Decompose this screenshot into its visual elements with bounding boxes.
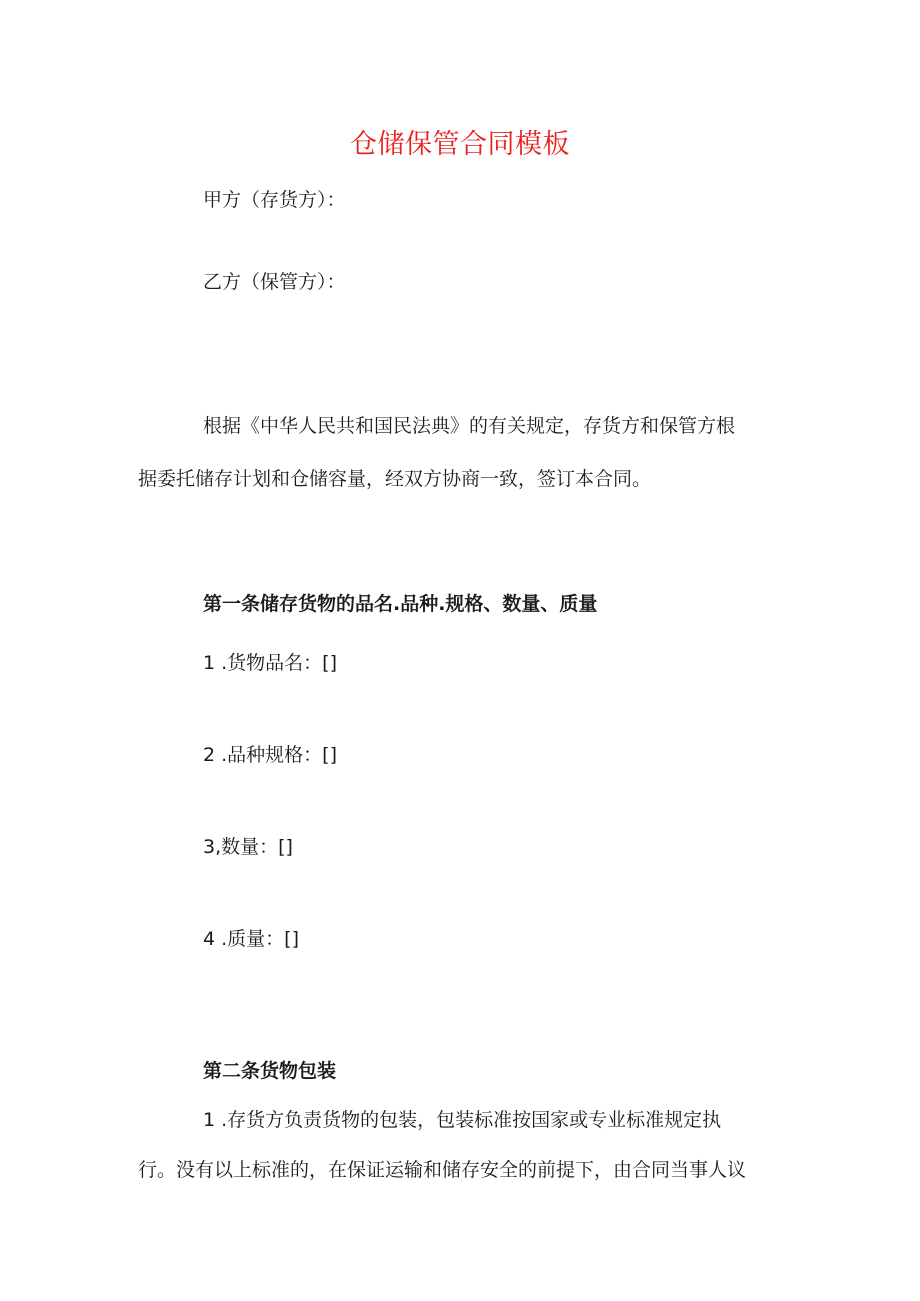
article-1-item: 1 .货物品名：[] [203, 652, 337, 674]
article-2-heading: 第二条货物包装 [203, 1060, 337, 1082]
article-1-item: 4 .质量：[] [203, 928, 299, 950]
article-1-heading: 第一条储存货物的品名.品种.规格、数量、质量 [203, 593, 598, 615]
article-1-item: 3,数量：[] [203, 836, 293, 858]
party-a-label: 甲方（存货方）： [203, 189, 346, 211]
document-title: 仓储保管合同模板 [350, 129, 570, 160]
article-1-item: 2 .品种规格：[] [203, 744, 337, 766]
article-2-paragraph-line-2: 行。没有以上标准的，在保证运输和储存安全的前提下，由合同当事人议 [138, 1159, 747, 1181]
intro-paragraph-line-2: 据委托储存计划和仓储容量，经双方协商一致，签订本合同。 [138, 468, 652, 490]
party-b-label: 乙方（保管方）： [203, 271, 346, 293]
intro-paragraph-line-1: 根据《中华人民共和国民法典》的有关规定，存货方和保管方根 [203, 415, 736, 437]
article-2-paragraph-line-1: 1 .存货方负责货物的包装，包装标准按国家或专业标准规定执 [203, 1109, 722, 1131]
